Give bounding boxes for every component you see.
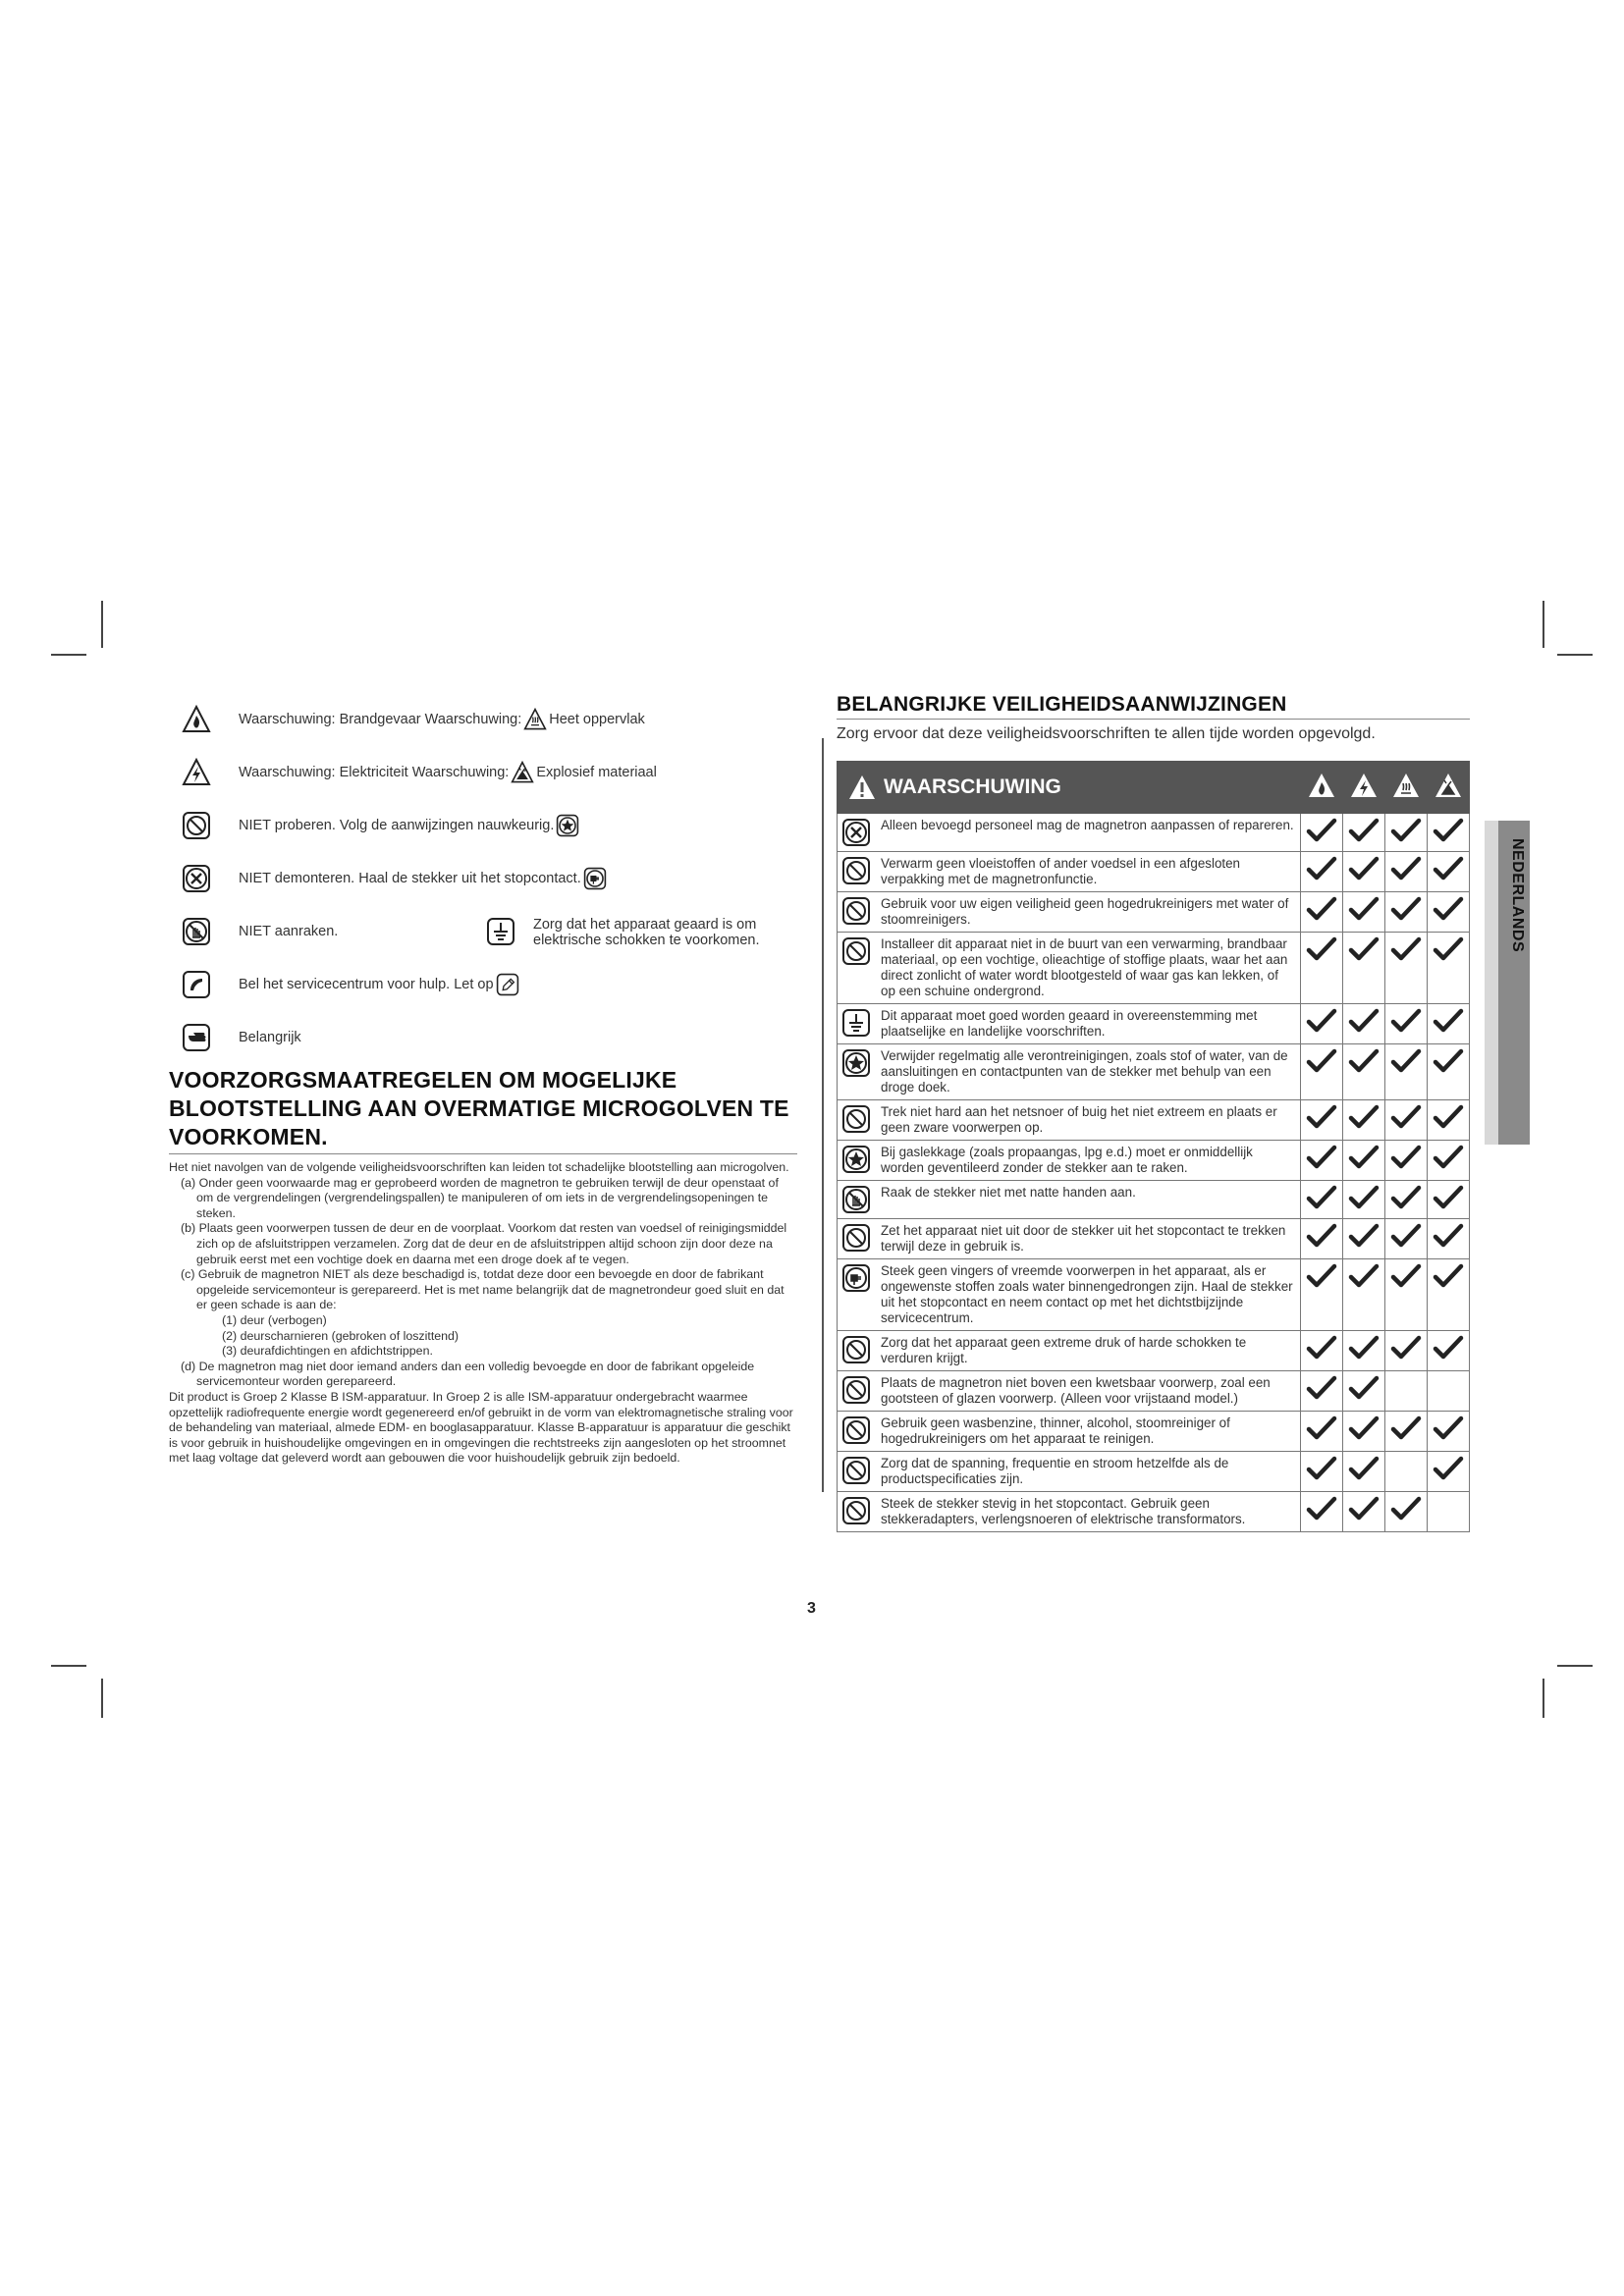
legend-electric-text: Waarschuwing: Elektriciteit bbox=[239, 764, 408, 780]
title-line: BLOOTSTELLING AAN OVERMATIGE MICROGOLVEN TE bbox=[169, 1095, 789, 1121]
checkmark-icon bbox=[1306, 1468, 1337, 1485]
checkmark-cell bbox=[1385, 1331, 1428, 1371]
section-divider bbox=[837, 719, 1470, 720]
checkmark-icon bbox=[1390, 1157, 1422, 1174]
checkmark-cell bbox=[1301, 1100, 1343, 1141]
checkmark-cell bbox=[1301, 1452, 1343, 1492]
crop-mark bbox=[1557, 654, 1593, 656]
microwave-subitem: (1) deur (verbogen) bbox=[222, 1312, 327, 1327]
checkmark-icon bbox=[1306, 1198, 1337, 1214]
checkmark-cell bbox=[1428, 1004, 1470, 1044]
checkmark-cell bbox=[1343, 1259, 1385, 1331]
checkmark-cell bbox=[1343, 1141, 1385, 1181]
warning-table-row bbox=[838, 1371, 1470, 1412]
checkmark-cell bbox=[1343, 1004, 1385, 1044]
note-pencil-icon bbox=[496, 973, 519, 996]
legend-do-not-attempt-text: NIET proberen. bbox=[239, 817, 336, 833]
safety-intro: Zorg ervoor dat deze veiligheidsvoorschriften te allen tijde worden opgevolgd. bbox=[837, 725, 1376, 742]
warning-table-row bbox=[838, 1004, 1470, 1044]
checkmark-cell bbox=[1385, 1044, 1428, 1100]
checkmark-cell bbox=[1343, 892, 1385, 933]
microwave-subitem: (3) deurafdichtingen en afdichtstrippen. bbox=[222, 1344, 433, 1359]
legend-row-call-service bbox=[182, 970, 800, 999]
checkmark-cell bbox=[1301, 1371, 1343, 1412]
page-divider-bar bbox=[822, 738, 824, 1492]
checkmark-icon bbox=[1433, 1468, 1464, 1485]
prohibit-icon bbox=[841, 936, 871, 966]
crop-mark bbox=[51, 654, 86, 656]
checkmark-cell bbox=[1343, 1412, 1385, 1452]
prohibit-icon bbox=[841, 1375, 871, 1405]
checkmark-cell bbox=[1385, 814, 1428, 852]
checkmark-cell bbox=[1343, 1371, 1385, 1412]
warning-table-row bbox=[838, 814, 1470, 852]
warning-row-text: Dit apparaat moet goed worden geaard in overeenstemming met plaatselijke en landelijke voorschriften. bbox=[881, 1008, 1258, 1039]
checkmark-cell bbox=[1385, 1492, 1428, 1532]
checkmark-icon bbox=[1390, 1021, 1422, 1038]
warning-row-text: Zorg dat de spanning, frequentie en stroom hetzelfde als de productspecificaties zijn. bbox=[881, 1456, 1229, 1486]
checkmark-icon bbox=[1348, 1348, 1380, 1364]
checkmark-icon bbox=[1433, 1276, 1464, 1293]
safety-instructions-section bbox=[837, 693, 1470, 1532]
prohibit-icon bbox=[182, 811, 211, 840]
checkmark-icon bbox=[1306, 1236, 1337, 1253]
empty-cell bbox=[1385, 1452, 1428, 1492]
crop-mark bbox=[101, 1679, 103, 1718]
checkmark-icon bbox=[1390, 1348, 1422, 1364]
warning-row-text: Bij gaslekkage (zoals propaangas, lpg e.d.) moet er onmiddellijk worden geventileerd zonder de stekker aan te raken. bbox=[881, 1145, 1253, 1175]
legend-fire-text: Waarschuwing: Brandgevaar bbox=[239, 711, 421, 727]
checkmark-icon bbox=[1433, 1117, 1464, 1134]
microwave-precautions-section bbox=[169, 1066, 797, 1467]
pointing-hand-icon bbox=[182, 1023, 211, 1052]
microwave-item-a: (a) Onder geen voorwaarde mag er geprobeerd worden de magnetron te gebruiken terwijl de deur openstaat of om de vergrendelingen (vergrendelingspallen) te manipuleren of om iets in de vergrendelingsopeningen te steken. bbox=[181, 1175, 779, 1220]
prohibit-icon bbox=[841, 856, 871, 885]
checkmark-cell bbox=[1343, 1219, 1385, 1259]
checkmark-icon bbox=[1348, 1428, 1380, 1445]
checkmark-icon bbox=[1433, 909, 1464, 926]
legend-do-not-touch-text: NIET aanraken. bbox=[239, 924, 339, 939]
legend-explosive-text: Explosief materiaal bbox=[536, 764, 657, 780]
warning-table-row bbox=[838, 1044, 1470, 1100]
legend-row-do-not-touch bbox=[182, 917, 800, 946]
warning-row-text: Gebruik geen wasbenzine, thinner, alcohol, stoomreiniger of hogedrukreinigers om het apparaat te reinigen. bbox=[881, 1415, 1230, 1446]
crop-mark bbox=[101, 601, 103, 648]
follow-instructions-icon bbox=[841, 1048, 871, 1078]
warning-row-text: Steek geen vingers of vreemde voorwerpen in het apparaat, als er ongewenste stoffen zoals water binnengedrongen zijn. Haal de stekker uit het stopcontact en neem contact op met het dichtstbijzijnde servicecentrum. bbox=[881, 1263, 1293, 1325]
checkmark-icon bbox=[1390, 909, 1422, 926]
empty-cell bbox=[1385, 1371, 1428, 1412]
warning-row-text: Gebruik voor uw eigen veiligheid geen hogedrukreinigers met water of stoomreinigers. bbox=[881, 896, 1289, 927]
checkmark-cell bbox=[1428, 1141, 1470, 1181]
checkmark-cell bbox=[1301, 1492, 1343, 1532]
checkmark-cell bbox=[1428, 933, 1470, 1004]
checkmark-icon bbox=[1306, 830, 1337, 847]
checkmark-cell bbox=[1301, 1412, 1343, 1452]
ground-icon bbox=[486, 917, 515, 946]
warning-table-row bbox=[838, 852, 1470, 892]
checkmark-icon bbox=[1433, 1157, 1464, 1174]
microwave-section-title bbox=[169, 1066, 797, 1151]
icon-legend bbox=[182, 705, 800, 1076]
warning-row-text: Zorg dat het apparaat geen extreme druk of harde schokken te verduren krijgt. bbox=[881, 1335, 1247, 1365]
warning-table-row bbox=[838, 933, 1470, 1004]
crop-mark bbox=[1557, 1665, 1593, 1667]
checkmark-cell bbox=[1343, 814, 1385, 852]
legend-important-text: Belangrijk bbox=[239, 1030, 301, 1045]
checkmark-icon bbox=[1433, 1061, 1464, 1078]
checkmark-cell bbox=[1385, 1412, 1428, 1452]
warning-table-header bbox=[838, 762, 1470, 814]
prohibit-icon bbox=[841, 1335, 871, 1364]
checkmark-cell bbox=[1301, 852, 1343, 892]
safety-section-title: BELANGRIJKE VEILIGHEIDSAANWIJZINGEN bbox=[837, 693, 1287, 716]
checkmark-icon bbox=[1348, 1117, 1380, 1134]
legend-ground-text: Zorg dat het apparaat geaard is om elektrische schokken te voorkomen. bbox=[533, 917, 760, 948]
checkmark-icon bbox=[1390, 1236, 1422, 1253]
checkmark-icon bbox=[1433, 1198, 1464, 1214]
warning-triangle-icon bbox=[848, 774, 876, 800]
checkmark-icon bbox=[1348, 1276, 1380, 1293]
legend-explosive-prefix: Waarschuwing: bbox=[411, 764, 510, 780]
prohibit-icon bbox=[841, 1223, 871, 1253]
warning-row-text: Steek de stekker stevig in het stopcontact. Gebruik geen stekkeradapters, verlengsnoeren of elektrische transformators. bbox=[881, 1496, 1246, 1526]
language-tab-label: NEDERLANDS bbox=[1509, 838, 1526, 953]
checkmark-cell bbox=[1385, 1181, 1428, 1219]
checkmark-cell bbox=[1385, 1004, 1428, 1044]
legend-row-fire bbox=[182, 705, 800, 734]
checkmark-icon bbox=[1390, 1117, 1422, 1134]
checkmark-cell bbox=[1343, 1044, 1385, 1100]
checkmark-cell bbox=[1385, 1100, 1428, 1141]
checkmark-cell bbox=[1428, 892, 1470, 933]
crop-mark bbox=[51, 1665, 86, 1667]
checkmark-icon bbox=[1348, 1157, 1380, 1174]
checkmark-icon bbox=[1348, 1509, 1380, 1525]
checkmark-icon bbox=[1433, 1236, 1464, 1253]
microwave-intro: Het niet navolgen van de volgende veiligheidsvoorschriften kan leiden tot schadelijke blootstelling aan microgolven. bbox=[169, 1160, 789, 1174]
do-not-touch-icon bbox=[841, 1185, 871, 1214]
warning-table-row bbox=[838, 892, 1470, 933]
checkmark-cell bbox=[1428, 1259, 1470, 1331]
checkmark-cell bbox=[1301, 1219, 1343, 1259]
checkmark-cell bbox=[1301, 1004, 1343, 1044]
crop-mark bbox=[1543, 601, 1544, 648]
warning-row-text: Trek niet hard aan het netsnoer of buig het niet extreem en plaats er geen zware voorwerpen op. bbox=[881, 1104, 1277, 1135]
do-not-disassemble-icon bbox=[841, 818, 871, 847]
checkmark-icon bbox=[1433, 1021, 1464, 1038]
unplug-icon bbox=[841, 1263, 871, 1293]
checkmark-cell bbox=[1343, 852, 1385, 892]
crop-mark bbox=[1543, 1679, 1544, 1718]
checkmark-cell bbox=[1385, 852, 1428, 892]
ground-icon bbox=[841, 1008, 871, 1038]
do-not-disassemble-icon bbox=[182, 864, 211, 893]
unplug-icon bbox=[583, 867, 607, 890]
checkmark-icon bbox=[1348, 1061, 1380, 1078]
prohibit-icon bbox=[841, 896, 871, 926]
checkmark-icon bbox=[1306, 949, 1337, 966]
checkmark-icon bbox=[1390, 949, 1422, 966]
checkmark-icon bbox=[1306, 1117, 1337, 1134]
legend-hot-prefix: Waarschuwing: bbox=[424, 711, 522, 727]
checkmark-icon bbox=[1306, 1509, 1337, 1525]
do-not-touch-icon bbox=[182, 917, 211, 946]
warning-row-text: Verwarm geen vloeistoffen of ander voedsel in een afgesloten verpakking met de magnetronfunctie. bbox=[881, 856, 1241, 886]
warning-header-label: WAARSCHUWING bbox=[884, 775, 1061, 798]
explosive-warning-icon bbox=[511, 761, 534, 784]
checkmark-icon bbox=[1348, 909, 1380, 926]
legend-row-electric bbox=[182, 758, 800, 787]
checkmark-cell bbox=[1301, 933, 1343, 1004]
checkmark-icon bbox=[1390, 1509, 1422, 1525]
section-divider bbox=[169, 1153, 797, 1154]
checkmark-icon bbox=[1348, 1468, 1380, 1485]
checkmark-cell bbox=[1385, 933, 1428, 1004]
legend-call-service-text: Bel het servicecentrum voor hulp. bbox=[239, 976, 451, 992]
checkmark-cell bbox=[1343, 1492, 1385, 1532]
microwave-subitem: (2) deurscharnieren (gebroken of loszittend) bbox=[222, 1328, 460, 1343]
checkmark-icon bbox=[1348, 1198, 1380, 1214]
checkmark-cell bbox=[1301, 1141, 1343, 1181]
empty-cell bbox=[1428, 1492, 1470, 1532]
checkmark-icon bbox=[1306, 1428, 1337, 1445]
checkmark-icon bbox=[1306, 869, 1337, 885]
checkmark-icon bbox=[1348, 1236, 1380, 1253]
checkmark-icon bbox=[1433, 949, 1464, 966]
checkmark-icon bbox=[1390, 869, 1422, 885]
checkmark-cell bbox=[1428, 1412, 1470, 1452]
checkmark-icon bbox=[1306, 1061, 1337, 1078]
checkmark-cell bbox=[1343, 1100, 1385, 1141]
legend-note-text: Let op bbox=[454, 976, 494, 992]
prohibit-icon bbox=[841, 1415, 871, 1445]
legend-row-do-not-attempt bbox=[182, 811, 800, 840]
checkmark-cell bbox=[1343, 1452, 1385, 1492]
warning-table-row bbox=[838, 1219, 1470, 1259]
checkmark-icon bbox=[1390, 1198, 1422, 1214]
warning-row-text: Raak de stekker niet met natte handen aan. bbox=[881, 1185, 1136, 1200]
legend-row-important bbox=[182, 1023, 800, 1052]
warning-table-row bbox=[838, 1181, 1470, 1219]
checkmark-cell bbox=[1385, 892, 1428, 933]
microwave-item-c: (c) Gebruik de magnetron NIET als deze beschadigd is, totdat deze door een bevoegde en door de fabrikant opgeleide servicemonteur is gerepareerd. Het is met name belangrijk dat de magnetrondeur goed sluit en dat er geen schade is aan de: bbox=[181, 1267, 785, 1312]
warning-table bbox=[837, 761, 1470, 1532]
phone-icon bbox=[182, 970, 211, 999]
follow-instructions-icon bbox=[841, 1145, 871, 1174]
ism-paragraph: Dit product is Groep 2 Klasse B ISM-apparatuur. In Groep 2 is alle ISM-apparatuur ondergebracht waarmee opzettelijk radiofrequente energie wordt gegenereerd en/of gebruikt in de vorm van elektromagnetische straling voor de behandeling van materiaal, almede EDM- en booglasapparatuur. Klasse B-apparatuur is apparatuur die geschikt is voor gebruik in huishoudelijke omgevingen en in omgevingen die rechtstreeks zijn aangesloten op het stroomnet met laag voltage dat geleverd wordt aan gebouwen die voor huishoudelijk gebruik zijn bedoeld. bbox=[169, 1389, 793, 1466]
prohibit-icon bbox=[841, 1496, 871, 1525]
checkmark-icon bbox=[1433, 1348, 1464, 1364]
checkmark-icon bbox=[1433, 1428, 1464, 1445]
checkmark-icon bbox=[1348, 869, 1380, 885]
prohibit-icon bbox=[841, 1456, 871, 1485]
checkmark-icon bbox=[1306, 1276, 1337, 1293]
checkmark-icon bbox=[1390, 1428, 1422, 1445]
checkmark-cell bbox=[1343, 1181, 1385, 1219]
hot-surface-warning-icon bbox=[1385, 762, 1428, 814]
checkmark-icon bbox=[1390, 1061, 1422, 1078]
checkmark-cell bbox=[1301, 1259, 1343, 1331]
legend-do-not-disassemble-text: NIET demonteren. bbox=[239, 870, 355, 886]
legend-follow-text: Volg de aanwijzingen nauwkeurig. bbox=[339, 817, 555, 833]
follow-instructions-icon bbox=[556, 814, 579, 837]
microwave-item-d: (d) De magnetron mag niet door iemand anders dan een volledig bevoegde en door de fabrikant opgeleide servicemonteur worden gerepareerd. bbox=[181, 1359, 755, 1389]
checkmark-cell bbox=[1385, 1259, 1428, 1331]
checkmark-cell bbox=[1428, 1100, 1470, 1141]
checkmark-icon bbox=[1348, 830, 1380, 847]
checkmark-icon bbox=[1348, 949, 1380, 966]
warning-table-row bbox=[838, 1259, 1470, 1331]
warning-table-row bbox=[838, 1412, 1470, 1452]
electric-warning-icon bbox=[182, 758, 211, 787]
checkmark-icon bbox=[1433, 830, 1464, 847]
checkmark-icon bbox=[1433, 869, 1464, 885]
checkmark-cell bbox=[1385, 1219, 1428, 1259]
checkmark-icon bbox=[1390, 1276, 1422, 1293]
checkmark-icon bbox=[1306, 1157, 1337, 1174]
explosive-warning-icon bbox=[1428, 762, 1470, 814]
title-line: VOORKOMEN. bbox=[169, 1124, 328, 1149]
checkmark-icon bbox=[1348, 1021, 1380, 1038]
fire-warning-icon bbox=[182, 705, 211, 734]
legend-hot-text: Heet oppervlak bbox=[549, 711, 645, 727]
warning-table-row bbox=[838, 1100, 1470, 1141]
warning-row-text: Installeer dit apparaat niet in de buurt van een verwarming, brandbaar materiaal, op een vochtige, olieachtige of stoffige plaats, waar het aan direct zonlicht of water wordt blootgesteld of waar gas kan lekken, of op een schuine ondergrond. bbox=[881, 936, 1288, 998]
checkmark-cell bbox=[1428, 1219, 1470, 1259]
empty-cell bbox=[1428, 1371, 1470, 1412]
warning-row-text: Zet het apparaat niet uit door de stekker uit het stopcontact te trekken terwijl deze in gebruik is. bbox=[881, 1223, 1286, 1254]
checkmark-cell bbox=[1428, 1181, 1470, 1219]
checkmark-cell bbox=[1428, 1452, 1470, 1492]
checkmark-cell bbox=[1301, 814, 1343, 852]
page-number: 3 bbox=[807, 1600, 816, 1617]
checkmark-cell bbox=[1428, 814, 1470, 852]
prohibit-icon bbox=[841, 1104, 871, 1134]
warning-row-text: Plaats de magnetron niet boven een kwetsbaar voorwerp, zoal een gootsteen of glazen voorwerp. (Alleen voor vrijstaand model.) bbox=[881, 1375, 1271, 1406]
checkmark-cell bbox=[1301, 1044, 1343, 1100]
checkmark-icon bbox=[1306, 1021, 1337, 1038]
checkmark-cell bbox=[1428, 1044, 1470, 1100]
microwave-item-b: (b) Plaats geen voorwerpen tussen de deur en de voorplaat. Voorkom dat resten van voedsel of reinigingsmiddel zich op de afsluitstrippen verzamelen. Zorg dat de deur en de afsluitstrippen altijd schoon zijn door deze na gebruik eerst met een vochtige doek en daarna met een droge doek af te vegen. bbox=[181, 1221, 787, 1266]
checkmark-icon bbox=[1306, 1388, 1337, 1405]
checkmark-cell bbox=[1385, 1141, 1428, 1181]
title-line: VOORZORGSMAATREGELEN OM MOGELIJKE bbox=[169, 1067, 677, 1093]
warning-table-row bbox=[838, 1141, 1470, 1181]
hot-surface-warning-icon bbox=[523, 708, 547, 731]
legend-unplug-text: Haal de stekker uit het stopcontact. bbox=[358, 870, 581, 886]
checkmark-cell bbox=[1428, 852, 1470, 892]
electric-warning-icon bbox=[1343, 762, 1385, 814]
checkmark-cell bbox=[1301, 892, 1343, 933]
checkmark-cell bbox=[1301, 1331, 1343, 1371]
checkmark-icon bbox=[1306, 909, 1337, 926]
checkmark-cell bbox=[1343, 933, 1385, 1004]
warning-row-text: Alleen bevoegd personeel mag de magnetron aanpassen of repareren. bbox=[881, 818, 1294, 832]
warning-row-text: Verwijder regelmatig alle verontreinigingen, zoals stof of water, van de aansluitingen en contactpunten van de stekker met behulp van een droge doek. bbox=[881, 1048, 1288, 1095]
fire-warning-icon bbox=[1301, 762, 1343, 814]
checkmark-icon bbox=[1348, 1388, 1380, 1405]
legend-row-do-not-disassemble bbox=[182, 864, 800, 893]
warning-table-row bbox=[838, 1492, 1470, 1532]
checkmark-cell bbox=[1343, 1331, 1385, 1371]
warning-table-row bbox=[838, 1452, 1470, 1492]
checkmark-cell bbox=[1301, 1181, 1343, 1219]
warning-table-row bbox=[838, 1331, 1470, 1371]
checkmark-icon bbox=[1306, 1348, 1337, 1364]
checkmark-icon bbox=[1390, 830, 1422, 847]
checkmark-cell bbox=[1428, 1331, 1470, 1371]
